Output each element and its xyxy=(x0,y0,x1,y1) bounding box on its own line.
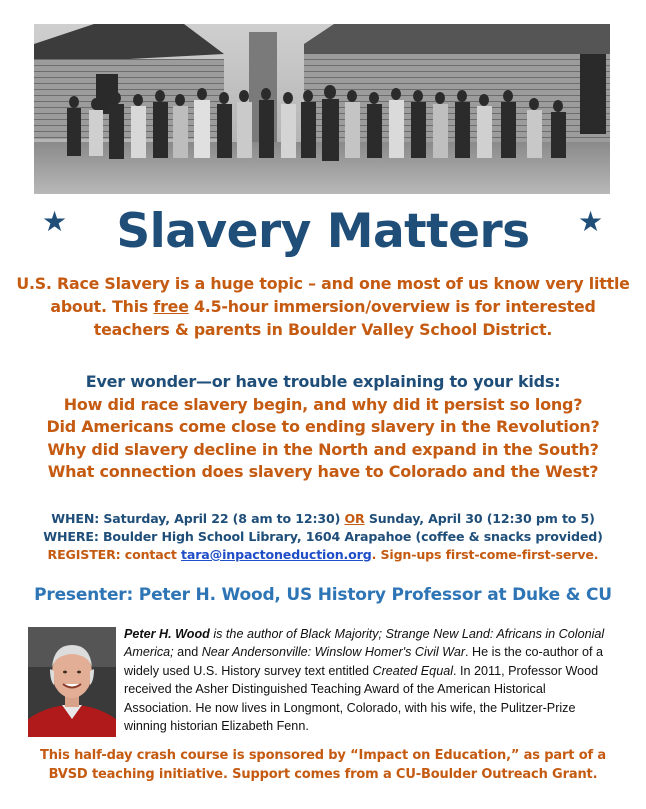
intro-paragraph xyxy=(10,272,636,341)
when-text-1: WHEN: Saturday, April 22 (8 am to 12:30) xyxy=(51,511,345,526)
historic-photo xyxy=(34,24,610,194)
register-text-1: REGISTER: contact xyxy=(47,547,182,562)
question-item: What connection does slavery have to Colorado and the West? xyxy=(47,462,599,481)
when-text-2: Sunday, April 30 (12:30 pm to 5) xyxy=(364,511,595,526)
when-or: OR xyxy=(344,511,365,526)
bio-text-4: . In 2011, Professor Wood received the Asher Distinguished Teaching Award of the American Historical Association. He now lives in Longmont, Colorado, with his wife, the Pulitzer-Prize winning historian Elizabeth Fenn. xyxy=(124,663,599,734)
presenter-portrait xyxy=(28,627,116,737)
plantation-photo-icon xyxy=(34,24,610,194)
questions-lead: Ever wonder—or have trouble explaining to your kids: xyxy=(85,372,561,391)
question-item: How did race slavery begin, and why did it persist so long? xyxy=(63,394,583,414)
bio-text-2: and xyxy=(173,645,202,660)
when-line xyxy=(4,510,642,528)
page-title: Slavery Matters xyxy=(116,204,530,259)
bio-books-2: Near Andersonville: Winslow Homer's Civil War xyxy=(201,645,466,660)
register-line xyxy=(4,546,642,564)
portrait-image xyxy=(28,627,116,737)
presenter-heading: Presenter: Peter H. Wood, US History Professor at Duke & CU xyxy=(34,585,612,605)
intro-free: free xyxy=(153,297,189,316)
footer-line-2: BVSD teaching initiative. Support comes from a CU-Boulder Outreach Grant. xyxy=(48,767,598,782)
where-line: WHERE: Boulder High School Library, 1604 Arapahoe (coffee & snacks provided) xyxy=(43,529,603,544)
intro-text-2: 4.5-hour immersion/overview is for interested teachers & parents in Boulder Valley School District. xyxy=(93,297,596,339)
bio-book-3: Created Equal xyxy=(372,663,453,678)
bio-name: Peter H. Wood xyxy=(124,627,210,641)
intro-text-1: U.S. Race Slavery is a huge topic – and one most of us know very little about. This xyxy=(16,274,630,316)
footer-line-1: This half-day crash course is sponsored by “Impact on Education,” as part of a xyxy=(39,748,606,763)
register-text-2: . Sign-ups first-come-first-serve. xyxy=(371,547,599,562)
right-star-icon: ★ xyxy=(578,205,604,238)
questions-section xyxy=(6,371,640,484)
bio-text-1: is the author of xyxy=(209,627,301,641)
register-email-link[interactable]: tara@inpactoneduction.org xyxy=(181,547,372,562)
bio-books-1: Black Majority; Strange New Land: Africans in Colonial America; xyxy=(124,627,605,660)
presenter-bio xyxy=(124,625,616,735)
bio-text-3: . He is the co-author of a widely used U.S. History survey text entitled xyxy=(124,645,603,678)
event-details xyxy=(4,510,642,564)
left-star-icon: ★ xyxy=(42,205,68,238)
sponsor-footer xyxy=(4,746,642,784)
question-item: Why did slavery decline in the North and expand in the South? xyxy=(47,439,599,459)
question-item: Did Americans come close to ending slavery in the Revolution? xyxy=(46,417,600,436)
